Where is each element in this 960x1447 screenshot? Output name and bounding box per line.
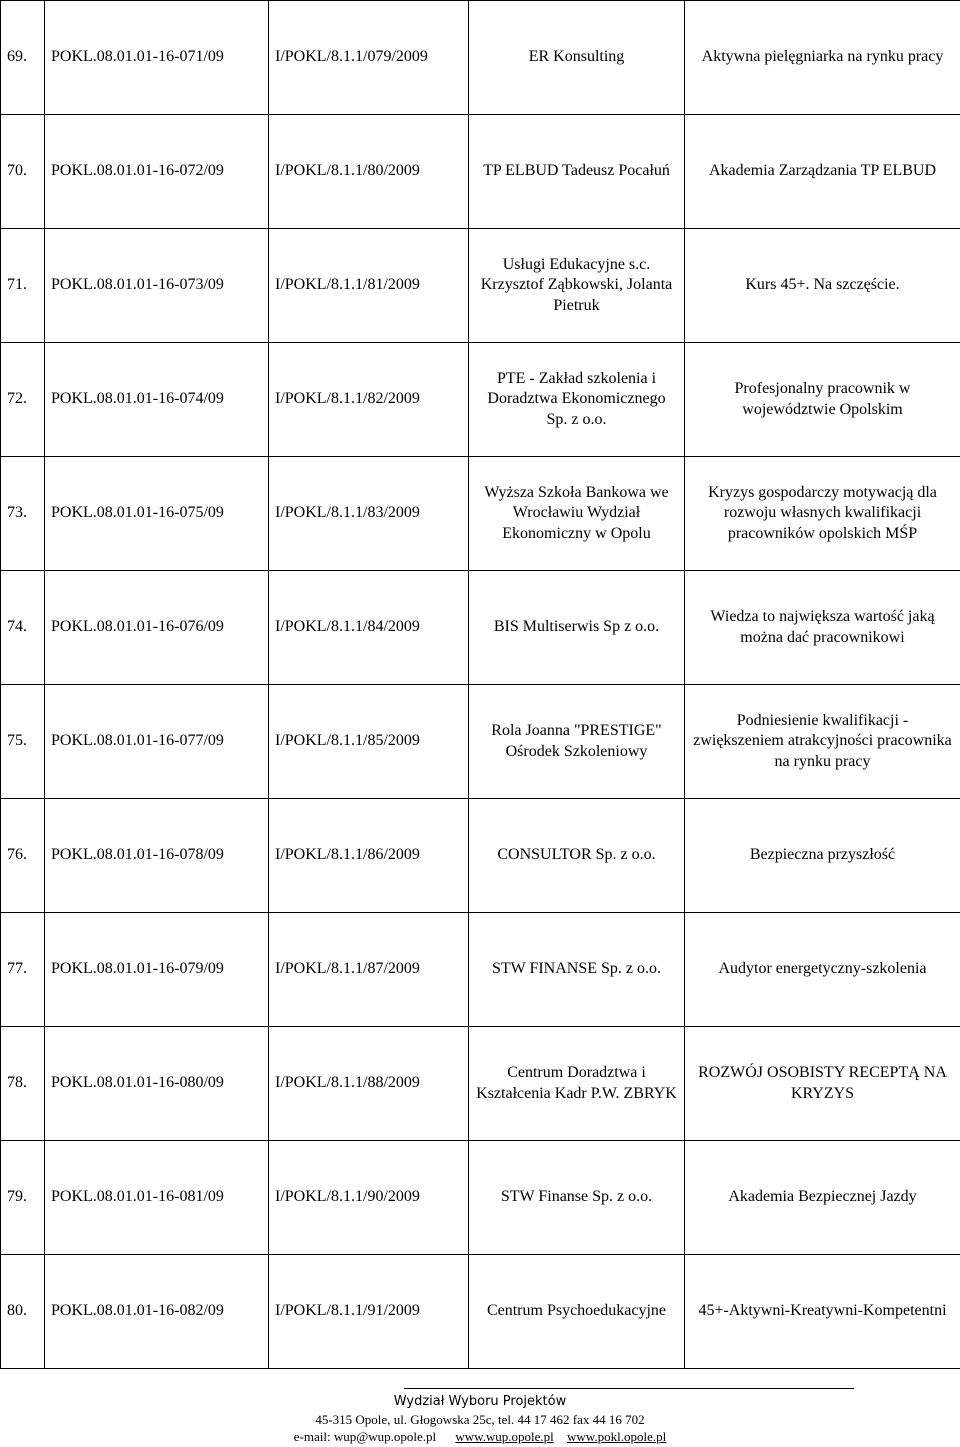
table-row — [1, 571, 960, 685]
project-title: Aktywna pielęgniarka na rynku pracy — [685, 1, 960, 115]
project-code: POKL.08.01.01-16-074/09 — [45, 343, 269, 457]
agreement-number: I/POKL/8.1.1/82/2009 — [269, 343, 469, 457]
agreement-number: I/POKL/8.1.1/80/2009 — [269, 115, 469, 229]
project-title: Profesjonalny pracownik w województwie Opolskim — [685, 343, 960, 457]
organization-name: ER Konsulting — [469, 1, 685, 115]
agreement-number: I/POKL/8.1.1/88/2009 — [269, 1027, 469, 1141]
footer-email[interactable]: e-mail: wup@wup.opole.pl — [293, 1429, 437, 1444]
table-row — [1, 1141, 960, 1255]
row-number: 71. — [1, 229, 45, 343]
project-code: POKL.08.01.01-16-080/09 — [45, 1027, 269, 1141]
row-number: 69. — [1, 1, 45, 115]
footer-address: 45-315 Opole, ul. Głogowska 25c, tel. 44 17 462 fax 44 16 702 — [315, 1412, 645, 1427]
footer-department: Wydział Wyboru Projektów — [393, 1394, 567, 1409]
project-title: Kurs 45+. Na szczęście. — [685, 229, 960, 343]
organization-name: PTE - Zakład szkolenia i Doradztwa Ekonomicznego Sp. z o.o. — [469, 343, 685, 457]
agreement-number: I/POKL/8.1.1/90/2009 — [269, 1141, 469, 1255]
project-title: Akademia Bezpiecznej Jazdy — [685, 1141, 960, 1255]
agreement-number: I/POKL/8.1.1/86/2009 — [269, 799, 469, 913]
table-row — [1, 343, 960, 457]
project-code: POKL.08.01.01-16-082/09 — [45, 1255, 269, 1369]
project-title: 45+-Aktywni-Kreatywni-Kompetentni — [685, 1255, 960, 1369]
project-title: Podniesienie kwalifikacji - zwiększeniem atrakcyjności pracownika na rynku pracy — [685, 685, 960, 799]
agreement-number: I/POKL/8.1.1/83/2009 — [269, 457, 469, 571]
agreement-number: I/POKL/8.1.1/81/2009 — [269, 229, 469, 343]
agreement-number: I/POKL/8.1.1/84/2009 — [269, 571, 469, 685]
project-title: Audytor energetyczny-szkolenia — [685, 913, 960, 1027]
organization-name: CONSULTOR Sp. z o.o. — [469, 799, 685, 913]
table-row — [1, 1, 960, 115]
project-title: Kryzys gospodarczy motywacją dla rozwoju własnych kwalifikacji pracowników opolskich MŚP — [685, 457, 960, 571]
agreement-number: I/POKL/8.1.1/91/2009 — [269, 1255, 469, 1369]
row-number: 75. — [1, 685, 45, 799]
row-number: 70. — [1, 115, 45, 229]
footer-divider — [404, 1388, 854, 1389]
table-row — [1, 799, 960, 913]
project-code: POKL.08.01.01-16-072/09 — [45, 115, 269, 229]
row-number: 79. — [1, 1141, 45, 1255]
project-title: ROZWÓJ OSOBISTY RECEPTĄ NA KRYZYS — [685, 1027, 960, 1141]
agreement-number: I/POKL/8.1.1/87/2009 — [269, 913, 469, 1027]
organization-name: Rola Joanna "PRESTIGE" Ośrodek Szkoleniowy — [469, 685, 685, 799]
project-code: POKL.08.01.01-16-078/09 — [45, 799, 269, 913]
footer-link-wup[interactable]: www.wup.opole.pl — [455, 1429, 554, 1444]
organization-name: TP ELBUD Tadeusz Pocałuń — [469, 115, 685, 229]
footer-link-pokl[interactable]: www.pokl.opole.pl — [567, 1429, 667, 1444]
project-code: POKL.08.01.01-16-077/09 — [45, 685, 269, 799]
table-row — [1, 913, 960, 1027]
table-row — [1, 229, 960, 343]
organization-name: Wyższa Szkoła Bankowa we Wrocławiu Wydział Ekonomiczny w Opolu — [469, 457, 685, 571]
organization-name: STW FINANSE Sp. z o.o. — [469, 913, 685, 1027]
row-number: 78. — [1, 1027, 45, 1141]
footer-contacts — [0, 1429, 960, 1445]
row-number: 80. — [1, 1255, 45, 1369]
organization-name: BIS Multiserwis Sp z o.o. — [469, 571, 685, 685]
agreement-number: I/POKL/8.1.1/079/2009 — [269, 1, 469, 115]
organization-name: Centrum Psychoedukacyjne — [469, 1255, 685, 1369]
table-row — [1, 457, 960, 571]
row-number: 73. — [1, 457, 45, 571]
table-row — [1, 115, 960, 229]
row-number: 77. — [1, 913, 45, 1027]
agreement-number: I/POKL/8.1.1/85/2009 — [269, 685, 469, 799]
project-code: POKL.08.01.01-16-079/09 — [45, 913, 269, 1027]
project-code: POKL.08.01.01-16-073/09 — [45, 229, 269, 343]
organization-name: Centrum Doradztwa i Kształcenia Kadr P.W. ZBRYK — [469, 1027, 685, 1141]
organization-name: STW Finanse Sp. z o.o. — [469, 1141, 685, 1255]
project-code: POKL.08.01.01-16-075/09 — [45, 457, 269, 571]
row-number: 72. — [1, 343, 45, 457]
project-code: POKL.08.01.01-16-081/09 — [45, 1141, 269, 1255]
organization-name: Usługi Edukacyjne s.c. Krzysztof Ząbkowski, Jolanta Pietruk — [469, 229, 685, 343]
table-row — [1, 685, 960, 799]
project-title: Wiedza to największa wartość jaką można dać pracownikowi — [685, 571, 960, 685]
project-title: Akademia Zarządzania TP ELBUD — [685, 115, 960, 229]
project-code: POKL.08.01.01-16-071/09 — [45, 1, 269, 115]
row-number: 76. — [1, 799, 45, 913]
projects-table-body — [1, 1, 960, 1369]
table-row — [1, 1027, 960, 1141]
project-code: POKL.08.01.01-16-076/09 — [45, 571, 269, 685]
table-row — [1, 1255, 960, 1369]
project-title: Bezpieczna przyszłość — [685, 799, 960, 913]
row-number: 74. — [1, 571, 45, 685]
